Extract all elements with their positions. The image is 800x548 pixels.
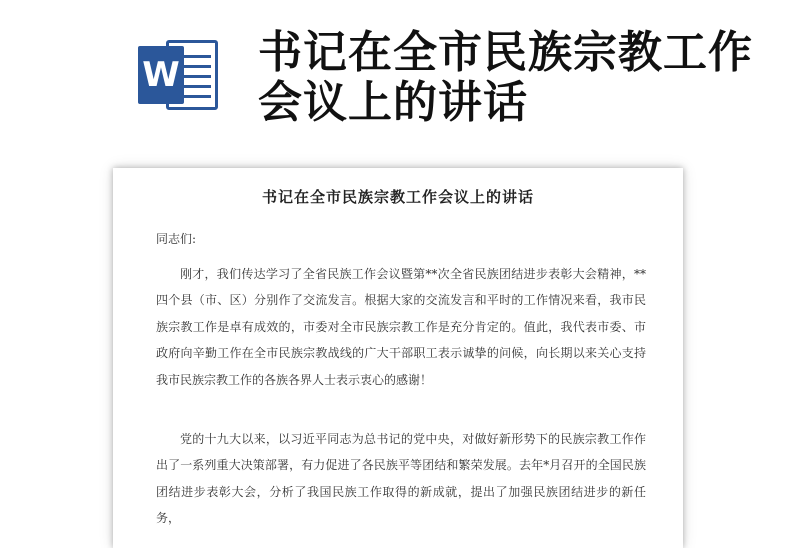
word-document-icon xyxy=(138,38,220,112)
document-title: 书记在全市民族宗教工作会议上的讲话 xyxy=(261,188,534,206)
paragraph-1: 刚才，我们传达学习了全省民族工作会议暨第**次全省民族团结进步表彰大会精神，**四个县（市、区）分别作了交流发言。根据大家的交流发言和平时的工作情况来看，我市民族宗教工作是卓有成效的，市委对全市民族宗教工作是充分肯定的。值此，我代表市委、市政府向辛勤工作在全市民族宗教战线的广大干部职工表示诚挚的问候，向长期以来关心支持我市民族宗教工作的各族各界人士表示衷心的感谢！ xyxy=(156,267,646,387)
header xyxy=(0,0,800,150)
page-title: 书记在全市民族宗教工作会议上的讲话 xyxy=(258,27,753,128)
word-badge: W xyxy=(138,46,184,104)
paragraph-2: 党的十九大以来，以习近平同志为总书记的党中央，对做好新形势下的民族宗教工作作出了一系列重大决策部署，有力促进了各民族平等团结和繁荣发展。去年*月召开的全国民族团结进步表彰大会，分析了我国民族工作取得的新成就，提出了加强民族团结进步的新任务， xyxy=(156,432,646,526)
salutation: 同志们: xyxy=(156,232,197,246)
document-page xyxy=(113,168,683,548)
